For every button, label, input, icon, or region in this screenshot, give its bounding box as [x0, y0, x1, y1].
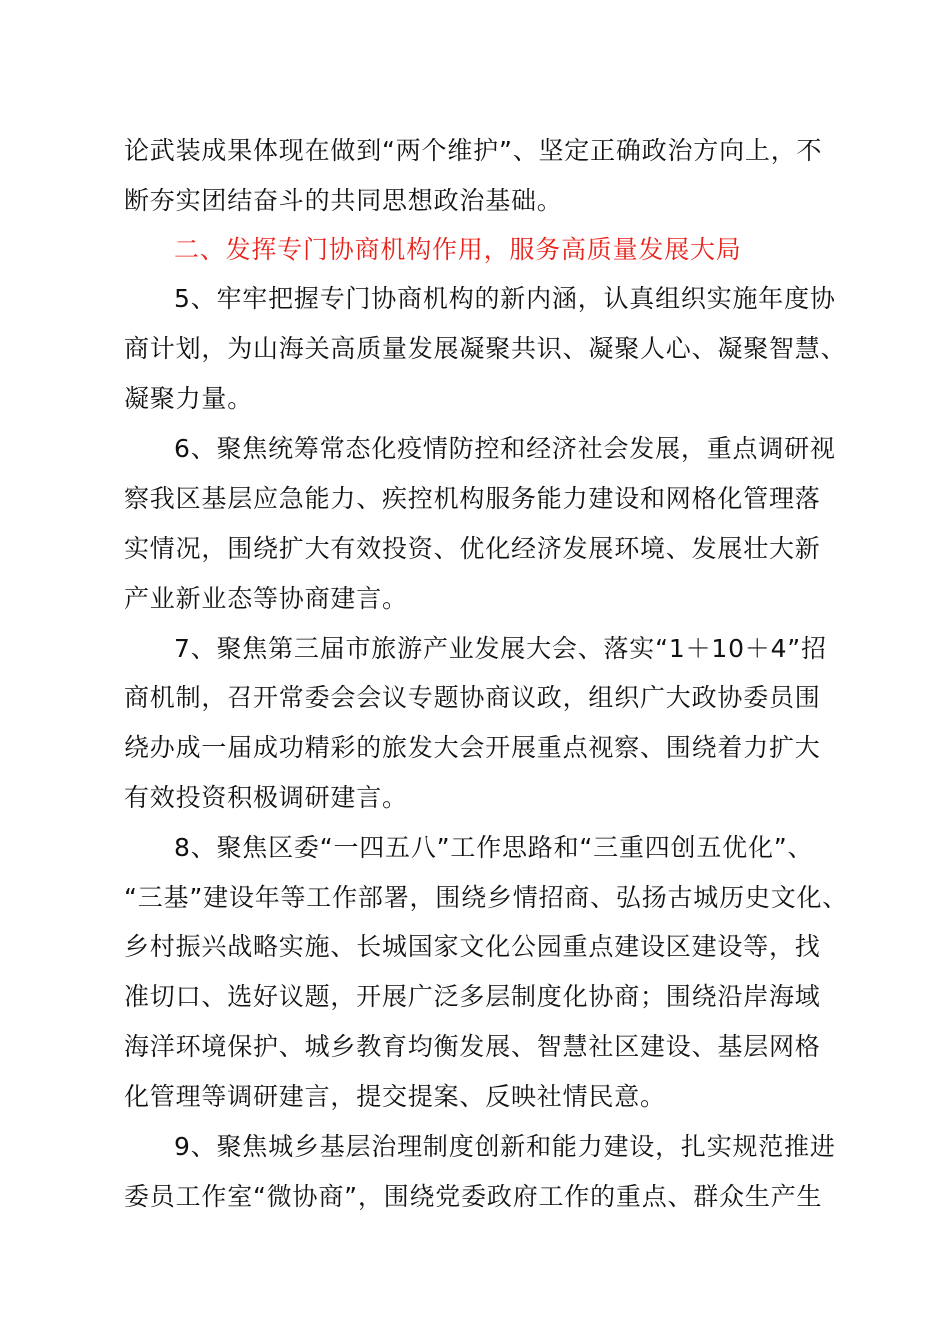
- paragraph-line: 9、聚焦城乡基层治理制度创新和能力建设，扎实规范推进: [174, 1132, 836, 1161]
- paragraph-line: 委员工作室“微协商”，围绕党委政府工作的重点、群众生产生: [124, 1182, 823, 1211]
- paragraph-line: 化管理等调研建言，提交提案、反映社情民意。: [124, 1082, 666, 1111]
- paragraph-line: 凝聚力量。: [124, 384, 254, 413]
- paragraph-line: 察我区基层应急能力、疾控机构服务能力建设和网格化管理落: [124, 484, 821, 513]
- paragraph-line: 绕办成一届成功精彩的旅发大会开展重点视察、围绕着力扩大: [124, 733, 821, 762]
- paragraph-line: 8、聚焦区委“一四五八”工作思路和“三重四创五优化”、: [174, 833, 814, 862]
- paragraph-line: “三基”建设年等工作部署，围绕乡情招商、弘扬古城历史文化、: [124, 883, 849, 912]
- paragraph-line: 商计划，为山海关高质量发展凝聚共识、凝聚人心、凝聚智慧、: [124, 334, 847, 363]
- paragraph-line: 6、聚焦统筹常态化疫情防控和经济社会发展，重点调研视: [174, 434, 836, 463]
- paragraph-line: 乡村振兴战略实施、长城国家文化公园重点建设区建设等，找: [124, 932, 821, 961]
- paragraph-line: 准切口、选好议题，开展广泛多层制度化协商；围绕沿岸海域: [124, 982, 821, 1011]
- paragraph-line: 7、聚焦第三届市旅游产业发展大会、落实“1＋10＋4”招: [174, 634, 827, 663]
- paragraph-line: 实情况，围绕扩大有效投资、优化经济发展环境、发展壮大新: [124, 534, 821, 563]
- paragraph-line: 断夯实团结奋斗的共同思想政治基础。: [124, 186, 563, 215]
- paragraph-line: 有效投资积极调研建言。: [124, 783, 408, 812]
- paragraph-line: 产业新业态等协商建言。: [124, 584, 408, 613]
- paragraph-line: 5、牢牢把握专门协商机构的新内涵，认真组织实施年度协: [174, 284, 836, 313]
- paragraph-line: 海洋环境保护、城乡教育均衡发展、智慧社区建设、基层网格: [124, 1032, 821, 1061]
- paragraph-line: 论武装成果体现在做到“两个维护”、坚定正确政治方向上，不: [124, 136, 823, 165]
- section-heading: 二、发挥专门协商机构作用，服务高质量发展大局: [174, 235, 742, 264]
- paragraph-line: 商机制，召开常委会会议专题协商议政，组织广大政协委员围: [124, 683, 821, 712]
